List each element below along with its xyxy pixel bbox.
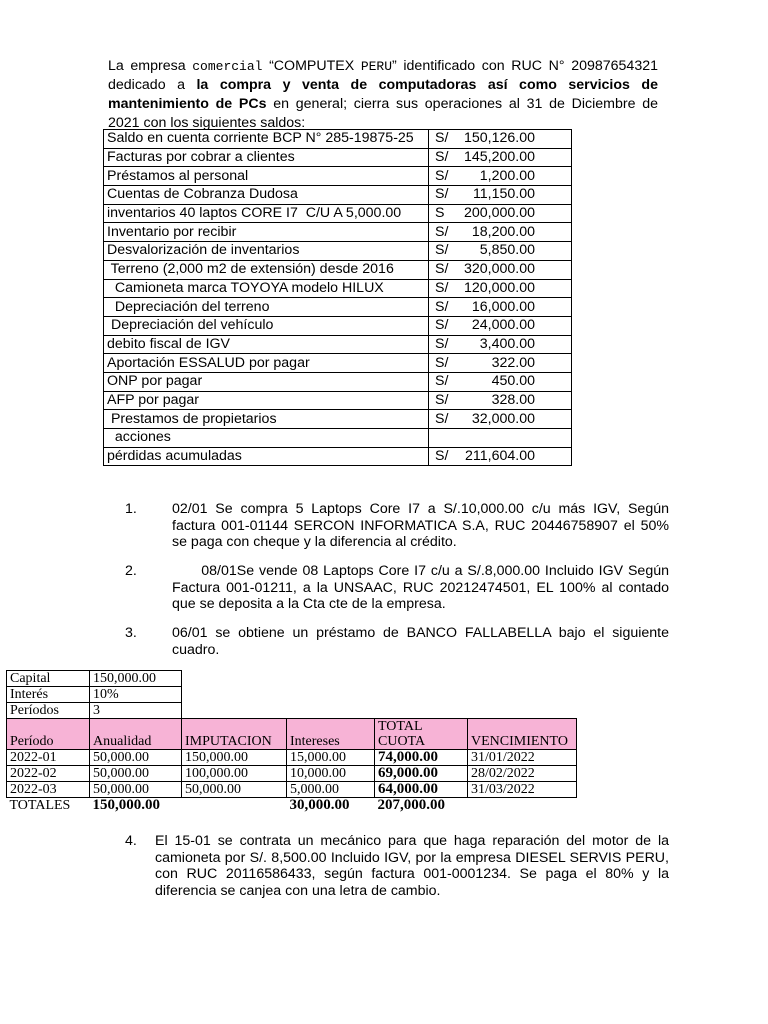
currency-symbol: S/ (435, 242, 449, 259)
list-item-text: 08/01Se vende 08 Laptops Core I7 c/u a S/.8,000.00 Incluido IGV Según Factura 001-01211, a la UNSAAC, RUC 20212474501, EL 100% al contado que se deposita a la Cta cte de la empresa. (172, 563, 673, 612)
currency-symbol: S/ (435, 373, 449, 390)
param-value: 3 (90, 703, 182, 719)
account-amount (429, 223, 572, 242)
account-name: Depreciación del terreno (104, 298, 429, 317)
prestamo-table (6, 670, 577, 813)
account-amount (429, 279, 572, 298)
header-cell: TOTAL CUOTA (375, 719, 468, 750)
table-row (104, 298, 572, 317)
account-name: Prestamos de propietarios (104, 410, 429, 429)
account-name: inventarios 40 laptos CORE I7 C/U A 5,000.00 (104, 204, 429, 223)
intro-text-2: comercial (192, 59, 263, 74)
list-item-number: 3. (125, 625, 137, 641)
amount-value: 211,604.00 (465, 448, 535, 465)
intro-bold-text: la compra y venta de computadoras así como servicios de mantenimiento de PCs (108, 77, 658, 112)
schedule-cell: 5,000.00 (287, 782, 375, 798)
account-name: Depreciación del vehículo (104, 316, 429, 335)
currency-symbol: S/ (435, 335, 449, 352)
amount-value: 200,000.00 (463, 205, 535, 222)
header-cell: Anualidad (90, 719, 182, 750)
schedule-cell: 69,000.00 (375, 766, 468, 782)
table-row (104, 186, 572, 205)
amount-value: 24,000.00 (471, 317, 535, 334)
account-name: Camioneta marca TOYOYA modelo HILUX (104, 279, 429, 298)
param-row (7, 671, 577, 687)
account-amount (429, 354, 572, 373)
table-row (104, 316, 572, 335)
intro-text-4: PERU (360, 59, 393, 74)
schedule-cell: 100,000.00 (182, 766, 287, 782)
table-row (104, 130, 572, 149)
account-name: Saldo en cuenta corriente BCP N° 285-19875-25 (104, 130, 429, 149)
amount-value: 3,400.00 (479, 335, 535, 352)
account-name: debito fiscal de IGV (104, 335, 429, 354)
currency-symbol: S (435, 205, 445, 222)
schedule-cell: 15,000.00 (287, 750, 375, 766)
currency-symbol: S/ (435, 261, 449, 278)
account-amount (429, 298, 572, 317)
account-name: acciones (104, 429, 429, 448)
schedule-cell: 64,000.00 (375, 782, 468, 798)
amount-value: 16,000.00 (471, 298, 535, 315)
account-amount (429, 186, 572, 205)
account-amount (429, 242, 572, 261)
list-item-text: 02/01 Se compra 5 Laptops Core I7 a S/.10,000.00 c/u más IGV, Según factura 001-01144 SERCON INFORMATICA S.A, RUC 20446758907 el 50% se paga con cheque y la diferencia al crédito. (172, 501, 669, 550)
list-item-number: 4. (125, 833, 137, 849)
header-cell: Período (7, 719, 90, 750)
param-row (7, 687, 577, 703)
table-row (104, 410, 572, 429)
schedule-cell: 50,000.00 (90, 782, 182, 798)
account-amount (429, 316, 572, 335)
schedule-cell: 2022-01 (7, 750, 90, 766)
amount-value: 18,200.00 (471, 223, 535, 240)
header-cell: IMPUTACION (182, 719, 287, 750)
header-cell: Intereses (287, 719, 375, 750)
account-amount (429, 260, 572, 279)
amount-value: 328.00 (491, 391, 535, 408)
currency-symbol: S/ (435, 391, 449, 408)
account-amount (429, 447, 572, 466)
account-name: Aportación ESSALUD por pagar (104, 354, 429, 373)
saldos-table-body (104, 130, 572, 466)
totals-anualidad: 150,000.00 (92, 797, 160, 813)
table-row (104, 242, 572, 261)
param-value: 150,000.00 (90, 671, 182, 687)
schedule-cell: 10,000.00 (287, 766, 375, 782)
amount-value: 1,200.00 (479, 167, 535, 184)
schedule-row (7, 750, 577, 766)
currency-symbol: S/ (435, 410, 449, 427)
amount-value: 5,850.00 (479, 242, 535, 259)
table-row (104, 354, 572, 373)
amount-value: 322.00 (491, 354, 535, 371)
list-item-number: 2. (125, 563, 137, 579)
schedule-cell: 150,000.00 (182, 750, 287, 766)
prestamo-table-body (7, 671, 577, 814)
currency-symbol: S/ (435, 186, 449, 203)
list-item-number: 1. (125, 501, 137, 517)
schedule-row (7, 782, 577, 798)
currency-symbol: S/ (435, 149, 449, 166)
totals-cuota: 207,000.00 (377, 797, 445, 813)
totals-intereses: 30,000.00 (289, 797, 350, 813)
amount-value: 320,000.00 (463, 261, 535, 278)
param-label: Períodos (7, 703, 90, 719)
param-label: Interés (7, 687, 90, 703)
currency-symbol: S/ (435, 448, 449, 465)
currency-symbol: S/ (435, 167, 449, 184)
intro-paragraph (108, 57, 658, 133)
account-amount (429, 204, 572, 223)
amount-value: 145,200.00 (463, 149, 535, 166)
intro-text-6: en general; cierra sus operaciones al 31 de Diciembre de 2021 con los siguientes saldos: (108, 96, 658, 131)
amount-value: 150,126.00 (463, 130, 535, 147)
account-name: AFP por pagar (104, 391, 429, 410)
amount-value: 120,000.00 (463, 279, 535, 296)
saldos-table (103, 129, 572, 466)
currency-symbol: S/ (435, 317, 449, 334)
account-amount (429, 148, 572, 167)
table-row (104, 167, 572, 186)
account-name: pérdidas acumuladas (104, 447, 429, 466)
account-name: Préstamos al personal (104, 167, 429, 186)
schedule-cell: 50,000.00 (90, 766, 182, 782)
table-row (104, 279, 572, 298)
account-amount (429, 410, 572, 429)
table-row (104, 260, 572, 279)
header-cell: VENCIMIENTO (468, 719, 577, 750)
currency-symbol: S/ (435, 354, 449, 371)
intro-text-1: La empresa (108, 58, 193, 74)
schedule-cell: 2022-02 (7, 766, 90, 782)
amount-value: 32,000.00 (471, 410, 535, 427)
totals-row (7, 798, 577, 814)
param-value: 10% (90, 687, 182, 703)
account-name: ONP por pagar (104, 372, 429, 391)
param-row (7, 703, 577, 719)
table-row (104, 447, 572, 466)
currency-symbol: S/ (435, 130, 449, 147)
table-row (104, 335, 572, 354)
account-amount (429, 167, 572, 186)
currency-symbol: S/ (435, 279, 449, 296)
account-name: Terreno (2,000 m2 de extensión) desde 2016 (104, 260, 429, 279)
amount-value: 450.00 (491, 373, 535, 390)
param-label: Capital (7, 671, 90, 687)
account-amount (429, 335, 572, 354)
table-row (104, 204, 572, 223)
account-name: Desvalorización de inventarios (104, 242, 429, 261)
table-row (104, 223, 572, 242)
account-name: Facturas por cobrar a clientes (104, 148, 429, 167)
schedule-cell: 2022-03 (7, 782, 90, 798)
header-row (7, 719, 577, 750)
schedule-cell: 28/02/2022 (468, 766, 577, 782)
account-amount (429, 372, 572, 391)
intro-text-3: “COMPUTEX (262, 58, 361, 74)
account-amount (429, 391, 572, 410)
table-row (104, 372, 572, 391)
list-item-text: 06/01 se obtiene un préstamo de BANCO FALLABELLA bajo el siguiente cuadro. (172, 625, 669, 658)
intro-text-5: ” identificado con RUC N° 20987654321 dedicado a (108, 58, 658, 93)
schedule-cell: 50,000.00 (182, 782, 287, 798)
currency-symbol: S/ (435, 223, 449, 240)
account-amount (429, 130, 572, 149)
schedule-cell: 50,000.00 (90, 750, 182, 766)
list-item-text: El 15-01 se contrata un mecánico para que haga reparación del motor de la camioneta por S/. 8,500.00 Incluido IGV, por la empresa DIESEL SERVIS PERU, con RUC 20116586433, según factura 001-0001234. Se paga el 80% y la diferencia se canjea con una letra de cambio. (155, 833, 669, 899)
schedule-cell: 31/01/2022 (468, 750, 577, 766)
totals-label: TOTALES (9, 798, 71, 813)
schedule-cell: 74,000.00 (375, 750, 468, 766)
currency-symbol: S/ (435, 298, 449, 315)
account-name: Inventario por recibir (104, 223, 429, 242)
account-amount (429, 429, 572, 448)
schedule-cell: 31/03/2022 (468, 782, 577, 798)
table-row (104, 429, 572, 448)
account-name: Cuentas de Cobranza Dudosa (104, 186, 429, 205)
table-row (104, 391, 572, 410)
schedule-row (7, 766, 577, 782)
amount-value: 11,150.00 (472, 186, 535, 203)
table-row (104, 148, 572, 167)
